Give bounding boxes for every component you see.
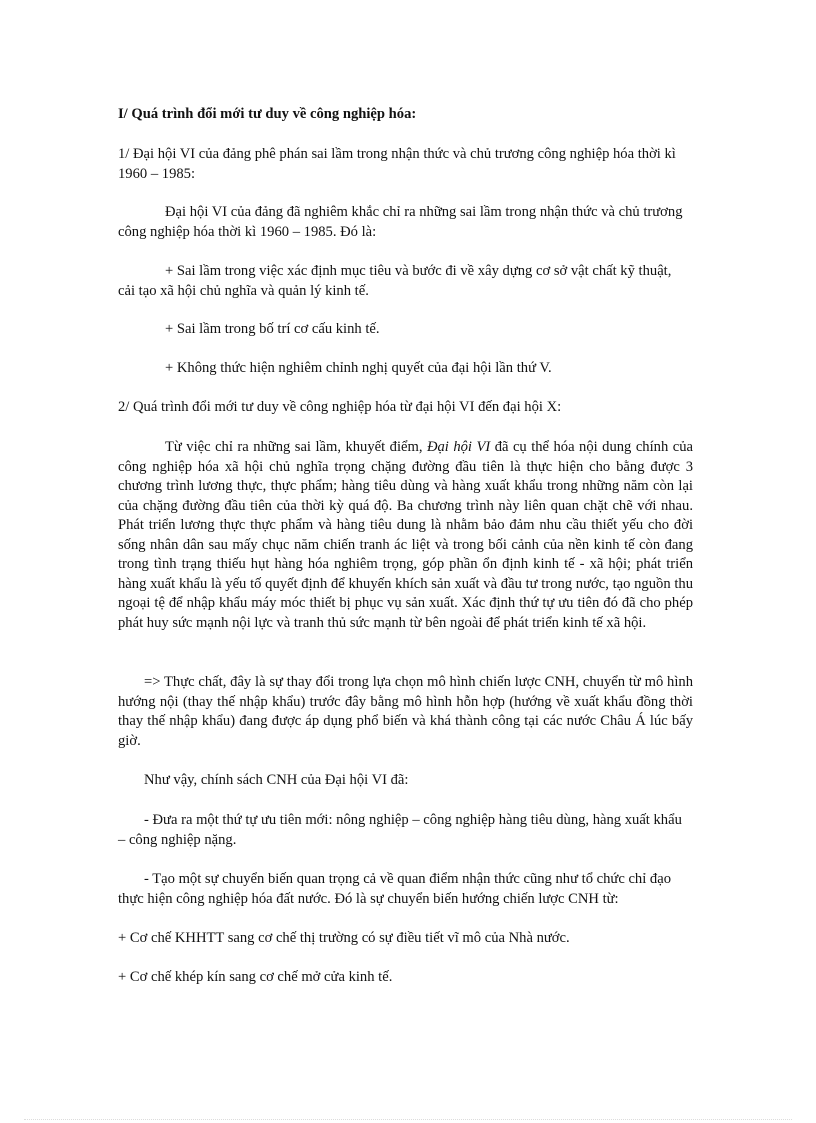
error-item-1: + Sai lầm trong việc xác định mục tiêu và bước đi về xây dựng cơ sở vật chất kỹ thuật, cải tạo xã hội chủ nghĩa và quản lý kinh tế. [118, 263, 672, 299]
section1-intro: Đại hội VI của đảng đã nghiêm khắc chỉ ra những sai lầm trong nhận thức và chủ trương công nghiệp hóa thời kì 1960 – 1985. Đó là: [118, 204, 683, 240]
policy-item-2: - Tạo một sự chuyển biến quan trọng cả về quan điểm nhận thức cũng như tổ chức chỉ đạo thực hiện công nghiệp hóa đất nước. Đó là sự chuyển biến hướng chiến lược CNH từ: [118, 871, 672, 907]
section-heading: I/ Quá trình đổi mới tư duy về công nghiệp hóa: [118, 106, 417, 122]
paragraph-text-rest: đã cụ thể hóa nội dung chính của công nghiệp hóa xã hội chủ nghĩa trọng chặng đường đầu tiên là thực hiện cho bằng được 3 chương trình lương thực, thực phẩm; hàng tiêu dùng và hàng xuất khẩu trong những năm còn lại của chặng đường đầu tiên của thời kỳ quá độ. Ba chương trình này liên quan chặt chẽ với nhau. Phát triển lương thực thực phẩm và hàng tiêu dung là nhằm bảo đảm nhu cầu thiết yếu cho đời sống nhân dân sau mấy chục năm chiến tranh ác liệt và trong bối cảnh của nền kinh tế còn đang trong tình trạng thiếu hụt hàng hóa nghiêm trọng, góp phần ổn định kinh tế - xã hội; phát triển hàng xuất khẩu là yếu tố quyết định để khuyến khích sản xuất và đầu tư trong nước, tạo nguồn thu ngoại tệ để nhập khẩu máy móc thiết bị phục vụ sản xuất. Xác định thứ tự ưu tiên đó đã cho phép phát huy sức mạnh nội lực và tranh thủ sức mạnh từ bên ngoài để phát triển kinh tế xã hội. [118, 439, 693, 631]
emphasized-congress-name: Đại hội VI [426, 439, 491, 455]
section2-title: 2/ Quá trình đổi mới tư duy về công nghiệp hóa từ đại hội VI đến đại hội X: [118, 399, 562, 415]
error-item-3: + Không thức hiện nghiêm chỉnh nghị quyết của đại hội lần thứ V. [165, 360, 552, 376]
section2-paragraph [118, 438, 693, 633]
policy-intro: Như vậy, chính sách CNH của Đại hội VI đã: [144, 772, 409, 788]
policy-item-1: - Đưa ra một thứ tự ưu tiên mới: nông nghiệp – công nghiệp hàng tiêu dùng, hàng xuất khẩu – công nghiệp nặng. [118, 812, 682, 848]
conclusion-paragraph: => Thực chất, đây là sự thay đổi trong lựa chọn mô hình chiến lược CNH, chuyển từ mô hình hướng nội (thay thế nhập khẩu) trước đây bằng mô hình hỗn hợp (hướng về xuất khẩu đồng thời thay thế nhập khẩu) đang được áp dụng phổ biến và khá thành công tại các nước Châu Á lúc bấy giờ. [118, 674, 693, 749]
section1-title: 1/ Đại hội VI của đảng phê phán sai lầm trong nhận thức và chủ trương công nghiệp hóa thời kì 1960 – 1985: [118, 146, 676, 182]
paragraph-text-start: Từ việc chỉ ra những sai lầm, khuyết điểm, [165, 439, 427, 455]
mechanism-item-1: + Cơ chế KHHTT sang cơ chế thị trường có sự điều tiết vĩ mô của Nhà nước. [118, 930, 570, 946]
mechanism-item-2: + Cơ chế khép kín sang cơ chế mở cửa kinh tế. [118, 969, 393, 985]
page-bottom-divider [24, 1119, 792, 1120]
error-item-2: + Sai lầm trong bố trí cơ cấu kinh tế. [165, 321, 380, 337]
